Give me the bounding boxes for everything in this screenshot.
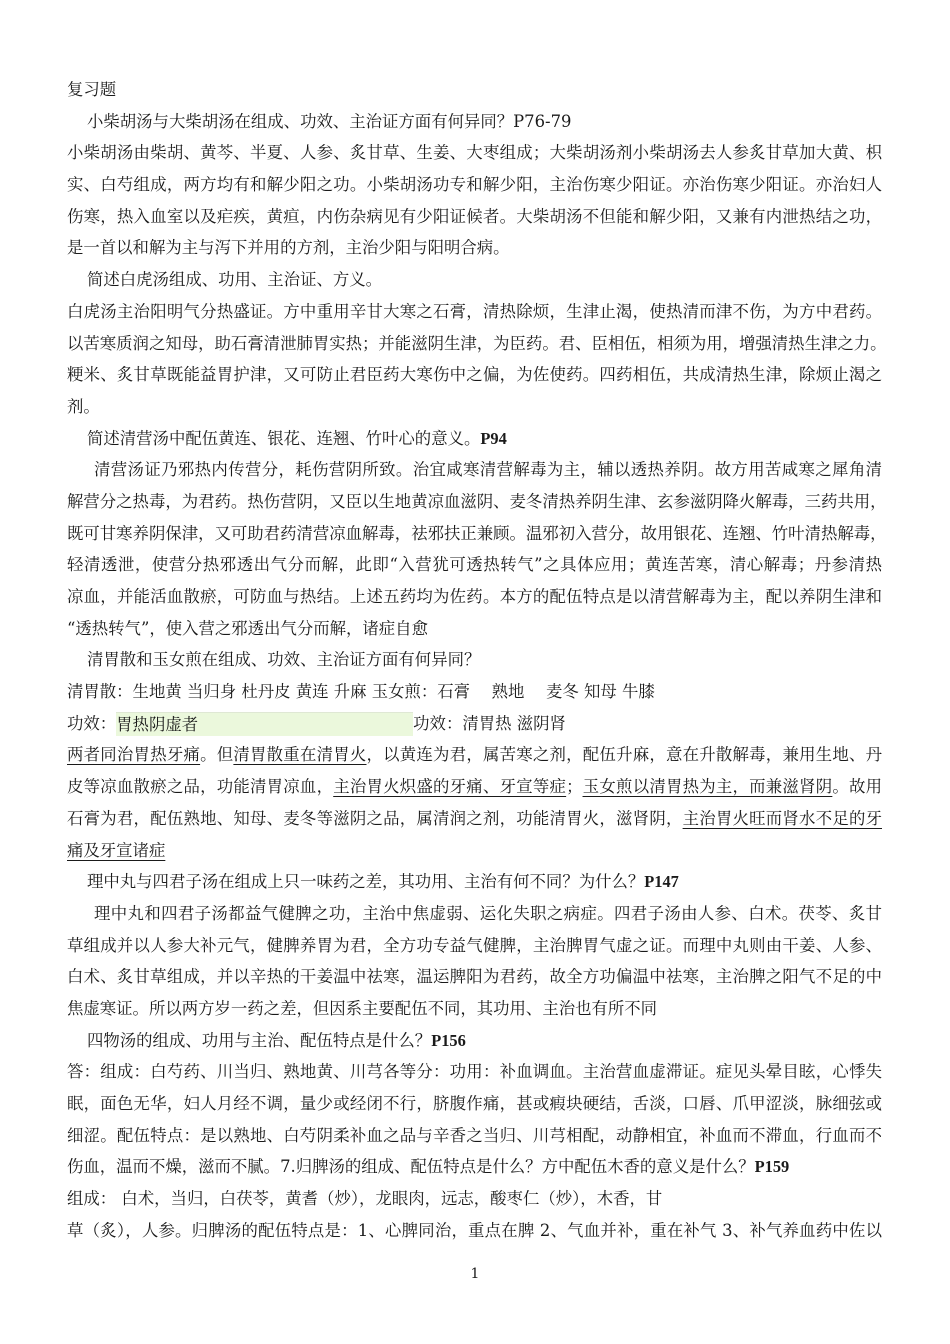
underlined-text: 痛及牙宣诸症 [67,840,166,860]
answer-paragraph [67,1215,882,1247]
text-line [67,930,882,962]
question-heading [67,106,882,138]
text-run: 清胃散和玉女煎在组成、功效、主治证方面有何异同？ [87,650,481,670]
underlined-text: 主治胃火旺而肾水不足的牙 [682,808,882,828]
text-run: 答：组成：白芍药、川当归、熟地黄、川芎各等分：功用：补血调血。主治营血虚滞证。症见头晕目眩，心悸失 [67,1062,882,1082]
text-run: 轻清透泄，使营分热邪透出气分而解，此即“入营犹可透热转气”之具体应用；黄连苦寒，清心解毒；丹参清热 [67,555,882,575]
text-run: 。但 [200,745,234,765]
text-run: 功效：清胃热 滋阴肾 [413,713,566,733]
text-run: 小柴胡汤与大柴胡汤在组成、功效、主治证方面有何异同？ [87,111,514,131]
question-heading [67,866,882,898]
question-heading [67,423,882,455]
answer-paragraph [67,454,887,644]
text-run: 草（炙），人参。归脾汤的配伍特点是：1、心脾同治，重点在脾 2、气血并补，重在补气 3、补气养血药中佐以 [67,1220,882,1240]
text-run: 清胃散：生地黄 当归身 杜丹皮 黄连 升麻 玉女煎：石膏 熟地 麦冬 知母 牛膝 [67,682,655,702]
text-line [67,454,882,486]
text-run: 简述清营汤中配伍黄连、银花、连翘、竹叶心的意义。 [87,428,481,448]
text-line [67,961,882,993]
text-run: 粳米、炙甘草既能益胃护津，又可防止君臣药大寒伤中之偏，为佐使药。四药相伍，共成清热生津，除烦止渴之 [67,365,882,385]
text-line [67,1025,882,1057]
text-run: 简述白虎汤组成、功用、主治证、方义。 [87,270,383,290]
text-line [67,106,882,138]
text-line [67,739,882,771]
text-line [67,613,882,645]
text-run: 小柴胡汤由柴胡、黄芩、半夏、人参、炙甘草、生姜、大枣组成；大柴胡汤剂小柴胡汤去人参炙甘草加大黄、枳 [67,143,882,163]
text-line [67,74,882,106]
text-line [67,835,882,867]
answer-paragraph [67,296,887,423]
text-line [67,898,882,930]
text-line [67,296,882,328]
answer-paragraph [67,708,882,740]
text-run: 复习题 [67,80,117,99]
document-title [67,74,882,106]
text-line [67,1056,882,1088]
text-line [67,486,887,518]
text-line [67,676,882,708]
text-line [67,1088,882,1120]
underlined-text: 主治胃火炽盛的牙痛、牙宣等症 [333,777,567,797]
text-run: 白术、炙甘草组成，并以辛热的干姜温中祛寒，温运脾阳为君药，故全方功偏温中祛寒，主治脾之阳气不足的中 [67,967,882,987]
question-heading [67,1025,882,1057]
text-line [67,993,882,1025]
text-line [67,644,882,676]
text-run: 石膏为君，配伍熟地、知母、麦冬等滋阴之品，属清润之剂，功能清胃火，滋肾阴， [67,808,683,828]
answer-paragraph [67,137,882,264]
text-run: 是一首以和解为主与泻下并用的方剂，主治少阳与阳明合病。 [67,238,510,258]
text-run: 既可甘寒养阴保津，又可助君药清营凉血解毒，祛邪扶正兼顾。温邪初入营分，故用银花、连翘、竹叶清热解毒， [67,523,887,543]
text-run: 清营汤证乃邪热内传营分，耗伤营阴所致。治宜咸寒清营解毒为主，辅以透热养阴。故方用苦咸寒之犀角清 [94,460,882,480]
text-line [67,866,882,898]
text-run: 功效： [67,713,117,733]
text-line [67,169,882,201]
text-run: 白虎汤主治阳明气分热盛证。方中重用辛甘大寒之石膏，清热除烦，生津止渴，使热清而津不伤，为方中君药。 [67,301,882,321]
text-run: ； [566,777,583,797]
text-run: 理中丸和四君子汤都益气健脾之功，主治中焦虚弱、运化失职之病症。四君子汤由人参、白术。茯苓、炙甘 [94,903,882,923]
page-reference: P147 [644,872,679,892]
text-line [67,201,882,233]
underlined-text: 清胃散重在清胃火 [233,745,367,765]
text-run: 四物汤的组成、功用与主治、配伍特点是什么？ [87,1030,432,1050]
answer-paragraph [67,1183,882,1215]
underlined-text: 两者同治胃热牙痛 [67,745,201,765]
text-line [67,423,882,455]
text-run: 皮等凉血散瘀之品，功能清胃凉血， [67,777,334,797]
text-line [67,328,887,360]
text-line [67,803,882,835]
page-reference: P156 [431,1030,466,1050]
text-line [67,771,882,803]
page-reference: P94 [480,428,507,448]
question-heading [67,644,882,676]
text-line [67,264,882,296]
text-run: “透热转气”，使入营之邪透出气分而解，诸症自愈 [67,618,428,638]
answer-paragraph [67,676,882,708]
text-line [67,1215,882,1247]
underlined-text: 玉女煎以清胃热为主，而兼滋肾阴 [582,777,833,797]
text-line [67,359,882,391]
text-line [67,1120,882,1152]
document-body [67,74,887,1246]
text-run: 焦虚寒证。所以两方岁一药之差，但因系主要配伍不同，其功用、主治也有所不同 [67,998,658,1018]
text-run: 草组成并以人参大补元气，健脾养胃为君，全方功专益气健脾，主治脾胃气虚之证。而理中丸则由干姜、人参、 [67,935,882,955]
text-run: 。故用 [832,777,883,797]
page-number: 1 [470,1266,480,1282]
text-run: ，以黄连为君，属苦寒之剂，配伍升麻，意在升散解毒，兼用生地、丹 [366,745,883,765]
text-line [67,232,882,264]
text-line [67,518,887,550]
text-run: 伤血，温而不燥，滋而不腻。7.归脾汤的组成、配伍特点是什么？方中配伍木香的意义是什么？ [67,1157,755,1177]
question-heading [67,264,882,296]
text-run: 实、白芍组成，两方均有和解少阳之功。小柴胡汤功专和解少阳，主治伤寒少阳证。亦治伤寒少阳证。亦治妇人 [67,175,882,195]
text-line [67,581,882,613]
text-run: 细涩。配伍特点：是以熟地、白芍阴柔补血之品与辛香之当归、川芎相配，动静相宜，补血而不滞血，行血而不 [67,1125,882,1145]
text-run: 理中丸与四君子汤在组成上只一味药之差，其功用、主治有何不同？为什么？ [87,872,645,892]
text-run: 解营分之热毒，为君药。热伤营阴，又臣以生地黄凉血滋阴、麦冬清热养阴生津、玄参滋阴降火解毒，三药共用， [67,491,887,511]
text-run: 组成： 白术，当归，白茯苓，黄耆（炒），龙眼肉，远志，酸枣仁（炒），木香，甘 [67,1189,663,1209]
text-line [67,1183,882,1215]
text-run: P76-79 [513,111,572,131]
page-reference: P159 [754,1157,790,1177]
text-run: 眠，面色无华，妇人月经不调，量少或经闭不行，脐腹作痛，甚或瘕块硬结，舌淡，口唇、爪甲涩淡，脉细弦或 [67,1094,882,1113]
text-run: 伤寒，热入血室以及疟疾，黄疸，内伤杂病见有少阳证候者。大柴胡汤不但能和解少阳，又兼有内泄热结之功， [67,206,882,226]
text-line [67,137,882,169]
text-line [67,391,882,423]
text-line [67,1151,882,1183]
answer-paragraph [67,898,882,1025]
highlighted-field[interactable]: 胃热阴虚者 [116,712,413,736]
text-run: 以苦寒质润之知母，助石膏清泄肺胃实热；并能滋阴生津，为臣药。君、臣相伍，相须为用，增强清热生津之力。 [67,333,887,353]
answer-paragraph [67,1056,882,1183]
text-line [67,549,882,581]
text-run: 凉血，并能活血散瘀，可防血与热结。上述五药均为佐药。本方的配伍特点是以清营解毒为主，配以养阴生津和 [67,587,882,606]
answer-paragraph [67,739,882,866]
text-run: 剂。 [67,396,100,416]
text-line [67,708,882,740]
